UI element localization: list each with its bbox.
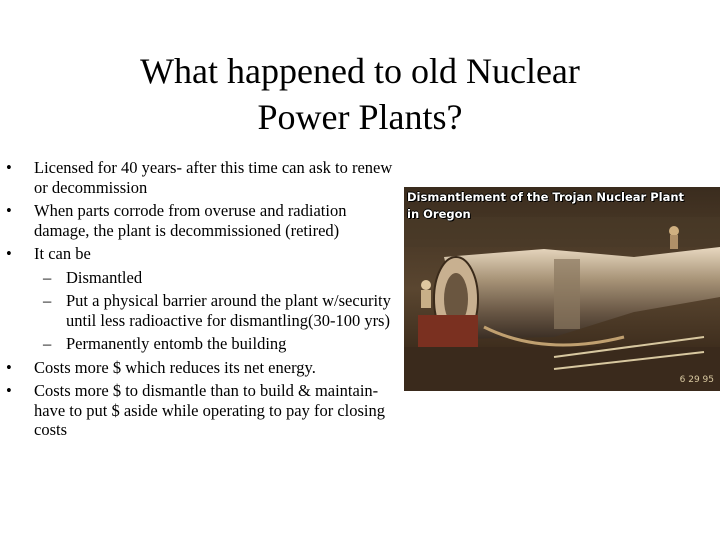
photo-caption-line-1: Dismantlement of the Trojan Nuclear Plant — [407, 190, 685, 204]
bullet-item — [0, 381, 400, 440]
sub-bullet-text: Put a physical barrier around the plant w/security until less radioactive for dismantling(30-100 yrs) — [66, 291, 391, 330]
dash-marker: – — [43, 267, 52, 287]
bullet-marker: • — [6, 201, 12, 220]
photo-caption-line-2: in Oregon — [407, 207, 471, 221]
bullet-text: Licensed for 40 years- after this time can ask to renew or decommission — [34, 158, 393, 197]
bullet-marker: • — [6, 244, 12, 263]
bullet-marker: • — [6, 158, 12, 177]
bullet-text: It can be — [34, 244, 91, 263]
bullet-item — [0, 201, 400, 240]
bullet-marker: • — [6, 357, 12, 377]
bullet-marker: • — [6, 381, 12, 400]
bullet-item — [0, 244, 400, 264]
sub-bullet-text: Permanently entomb the building — [66, 334, 287, 353]
sub-bullet-item — [0, 268, 400, 288]
bullet-item — [0, 158, 400, 197]
bullet-list — [0, 158, 400, 444]
sub-bullet-text: Dismantled — [66, 267, 143, 287]
dash-marker: – — [43, 334, 52, 353]
bullet-text: When parts corrode from overuse and radiation damage, the plant is decommissioned (retired) — [34, 201, 347, 240]
title-line-2: Power Plants? — [257, 97, 463, 137]
bullet-item — [0, 358, 400, 378]
slide-title — [60, 48, 660, 140]
sub-bullet-item — [0, 291, 400, 330]
trojan-plant-photo — [404, 187, 720, 391]
bullet-text: Costs more $ which reduces its net energy. — [34, 357, 316, 377]
title-line-1: What happened to old Nuclear — [140, 51, 580, 91]
dash-marker: – — [43, 291, 52, 310]
bullet-text: Costs more $ to dismantle than to build & maintain- have to put $ aside while operating to pay for closing costs — [34, 381, 385, 439]
sub-bullet-item — [0, 334, 400, 354]
photo-date-stamp: 6 29 95 — [679, 375, 714, 385]
